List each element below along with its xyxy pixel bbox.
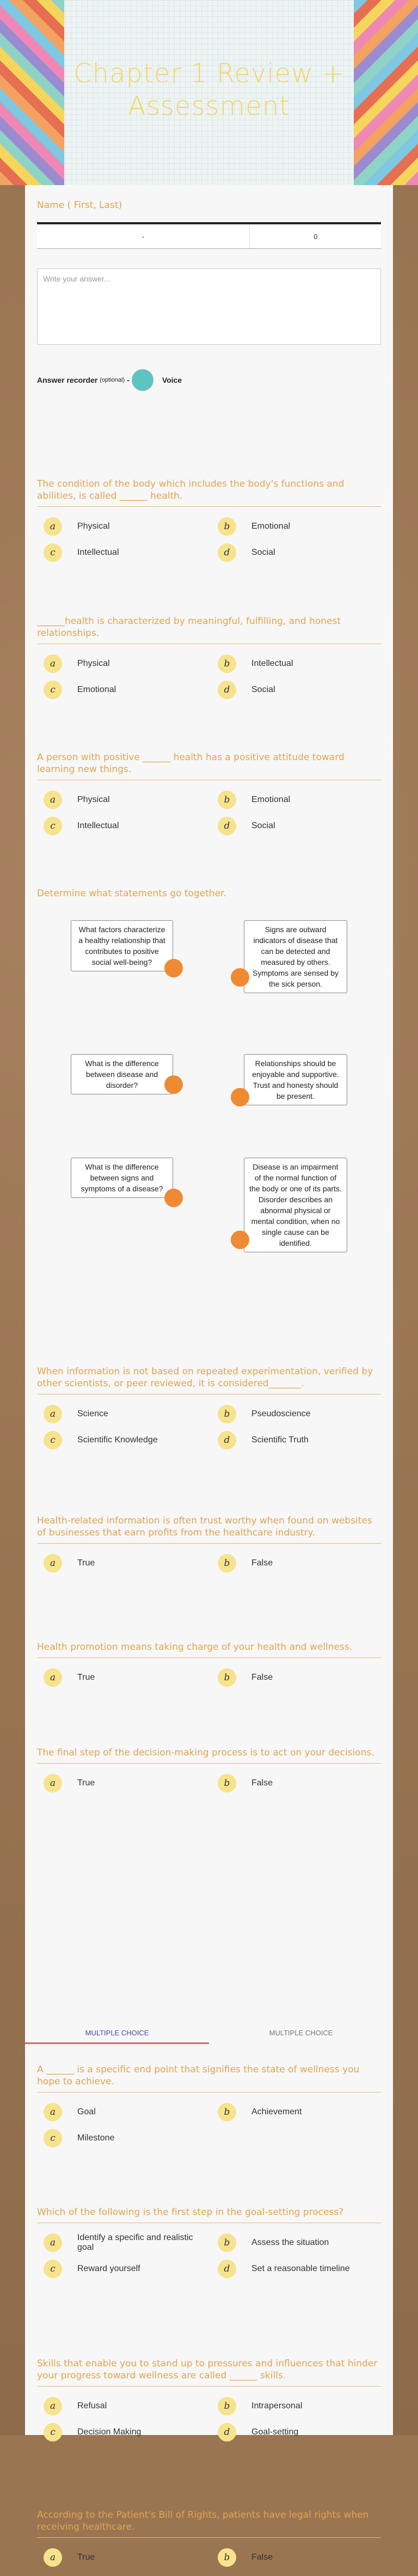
option-letter: d xyxy=(218,817,236,835)
question xyxy=(37,2064,381,2152)
option[interactable] xyxy=(211,678,374,702)
option[interactable] xyxy=(37,678,200,702)
page-title: Chapter 1 Review + Assessment xyxy=(73,58,345,121)
question-prompt: According to the Patient's Bill of Rights, patients have legal rights when receiving healthcare. xyxy=(37,2509,381,2538)
option-letter: a xyxy=(44,654,62,673)
option[interactable] xyxy=(37,2231,200,2255)
option-letter: b xyxy=(218,2548,236,2567)
chevron-decoration-right xyxy=(354,0,418,185)
option-letter: a xyxy=(44,2548,62,2567)
option-letter: c xyxy=(44,543,62,562)
option[interactable] xyxy=(211,814,374,838)
question-prompt: The final step of the decision-making process is to act on your decisions. xyxy=(37,1747,381,1764)
option-letter: b xyxy=(218,1554,236,1572)
option-letter: a xyxy=(44,1774,62,1792)
option-text: True xyxy=(77,1558,95,1568)
option-letter: c xyxy=(44,817,62,835)
option-letter: b xyxy=(218,2234,236,2252)
option-letter: c xyxy=(44,2260,62,2278)
question-prompt: Determine what statements go together. xyxy=(37,888,226,899)
option[interactable] xyxy=(211,1428,374,1452)
match-connector-dot[interactable] xyxy=(164,1189,183,1207)
option-text: Emotional xyxy=(77,685,116,694)
option-letter: b xyxy=(218,654,236,673)
option[interactable] xyxy=(37,2394,200,2418)
option-letter: b xyxy=(218,1668,236,1687)
question-prompt: When information is not based on repeated experimentation, verified by other scientists, or peer reviewed, it is considered_______. xyxy=(37,1366,381,1394)
option[interactable] xyxy=(37,541,200,565)
option-letter: b xyxy=(218,1405,236,1423)
match-connector-dot[interactable] xyxy=(164,959,183,977)
question xyxy=(37,1366,381,1454)
recorder-optional: (optional) xyxy=(100,377,125,383)
option-text: True xyxy=(77,1778,95,1788)
option[interactable] xyxy=(211,788,374,812)
voice-label: Voice xyxy=(162,376,182,384)
option-letter: b xyxy=(218,1774,236,1792)
option[interactable] xyxy=(211,652,374,676)
question xyxy=(37,751,381,840)
option-text: Assess the situation xyxy=(251,2238,329,2247)
option-text: Refusal xyxy=(77,2401,107,2410)
question xyxy=(37,1515,381,1582)
match-connector-dot[interactable] xyxy=(164,1075,183,1094)
option[interactable] xyxy=(211,2394,374,2418)
option-text: True xyxy=(77,1673,95,1682)
option-letter: a xyxy=(44,1405,62,1423)
recorder-dash: - xyxy=(127,376,130,384)
option-letter: a xyxy=(44,2103,62,2121)
option[interactable] xyxy=(211,2420,374,2444)
option-text: False xyxy=(251,2553,273,2562)
question-prompt: Health-related information is often trust worthy when found on websites of businesses that earn profits from the healthcare industry. xyxy=(37,1515,381,1544)
option-text: Goal-setting xyxy=(251,2427,299,2437)
question xyxy=(37,1641,381,1696)
option-letter: d xyxy=(218,681,236,699)
tab-multiple-choice-1[interactable]: MULTIPLE CHOICE xyxy=(25,2023,209,2044)
option-text: Emotional xyxy=(251,795,291,804)
option[interactable] xyxy=(211,1551,374,1575)
option-text: Scientific Truth xyxy=(251,1435,309,1445)
option[interactable] xyxy=(37,515,200,539)
option-letter: c xyxy=(44,1431,62,1449)
option-text: Pseudoscience xyxy=(251,1409,311,1418)
option[interactable] xyxy=(37,788,200,812)
option-letter: a xyxy=(44,2397,62,2415)
match-left-item[interactable]: What is the difference between signs and symptoms of a disease? xyxy=(71,1158,173,1198)
match-left-item[interactable]: What is the difference between disease and disorder? xyxy=(71,1054,173,1094)
option-letter: b xyxy=(218,2397,236,2415)
option-letter: c xyxy=(44,2129,62,2147)
tab-multiple-choice-2[interactable]: MULTIPLE CHOICE xyxy=(269,2028,333,2037)
option-text: Emotional xyxy=(251,522,291,531)
option-text: Reward yourself xyxy=(77,2264,140,2273)
option-text: Identify a specific and realistic goal xyxy=(77,2233,193,2252)
chevron-decoration-left xyxy=(0,0,64,185)
first-name-cell[interactable]: - xyxy=(142,232,145,241)
option-text: Physical xyxy=(77,659,110,668)
option[interactable] xyxy=(37,1428,200,1452)
question-prompt: ______health is characterized by meaningful, fulfilling, and honest relationships. xyxy=(37,615,381,644)
question xyxy=(37,1747,381,1802)
tab-bar xyxy=(25,2023,393,2043)
name-label: Name ( First, Last) xyxy=(37,200,122,211)
option-letter: a xyxy=(44,1554,62,1572)
option-text: Intellectual xyxy=(77,548,119,557)
option-text: False xyxy=(251,1558,273,1568)
header-banner xyxy=(0,0,418,185)
question xyxy=(37,2206,381,2283)
match-connector-dot[interactable] xyxy=(231,1231,249,1249)
match-right-item[interactable]: Relationships should be enjoyable and supportive. Trust and honesty should be present. xyxy=(244,1054,347,1105)
option-text: Intrapersonal xyxy=(251,2401,303,2410)
match-right-item[interactable]: Disease is an impairment of the normal function of the body or one of its parts. Disorder describes an abnormal physical or mental condition, when no single cause can be identified. xyxy=(244,1158,347,1252)
option-text: Scientific Knowledge xyxy=(77,1435,158,1445)
option-text: Milestone xyxy=(77,2133,115,2143)
option-text: Social xyxy=(251,685,275,694)
option-text: Intellectual xyxy=(251,659,293,668)
option-letter: c xyxy=(44,2423,62,2442)
question-prompt: Skills that enable you to stand up to pressures and influences that hinder your progress toward wellness are called ______ skills. xyxy=(37,2358,381,2387)
option-text: Decision Making xyxy=(77,2427,142,2437)
question-prompt: Health promotion means taking charge of your health and wellness. xyxy=(37,1641,381,1658)
question-prompt: A person with positive ______ health has a positive attitude toward learning new things. xyxy=(37,751,381,780)
option[interactable] xyxy=(37,1771,200,1795)
recorder-label: Answer recorder xyxy=(37,376,98,384)
microphone-icon[interactable] xyxy=(132,369,153,391)
option[interactable] xyxy=(37,1551,200,1575)
option-letter: d xyxy=(218,1431,236,1449)
option[interactable] xyxy=(211,2100,374,2124)
option[interactable] xyxy=(211,1666,374,1690)
option[interactable] xyxy=(211,2231,374,2255)
option-letter: a xyxy=(44,791,62,809)
option[interactable] xyxy=(211,541,374,565)
option[interactable] xyxy=(37,814,200,838)
option-text: False xyxy=(251,1778,273,1788)
option-letter: d xyxy=(218,2260,236,2278)
option-letter: b xyxy=(218,791,236,809)
option-text: Achievement xyxy=(251,2107,302,2116)
question xyxy=(37,2509,381,2576)
option-text: Social xyxy=(251,548,275,557)
question-prompt: A ______ is a specific end point that signifies the state of wellness you hope to achieve. xyxy=(37,2064,381,2092)
option-letter: a xyxy=(44,1668,62,1687)
last-name-cell[interactable]: 0 xyxy=(249,224,382,248)
option-text: Social xyxy=(251,821,275,830)
match-right-item[interactable]: Signs are outward indicators of disease that can be detected and measured by others. Symptoms are sensed by the sick person. xyxy=(244,920,347,993)
option-letter: c xyxy=(44,681,62,699)
option-letter: b xyxy=(218,517,236,536)
option-letter: a xyxy=(44,2234,62,2252)
question-prompt: The condition of the body which includes the body's functions and abilities, is called ______ health. xyxy=(37,478,381,507)
matching-question xyxy=(37,888,381,904)
match-left-item[interactable]: What factors characterize a healthy relationship that contributes to positive social well-being? xyxy=(71,920,173,971)
question-prompt: Which of the following is the first step in the goal-setting process? xyxy=(37,2206,381,2223)
option-text: False xyxy=(251,1673,273,1682)
worksheet-card xyxy=(25,185,393,2563)
option[interactable] xyxy=(211,1402,374,1426)
option-letter: b xyxy=(218,2103,236,2121)
option[interactable] xyxy=(37,2420,200,2444)
option-text: Physical xyxy=(77,795,110,804)
option-letter: a xyxy=(44,517,62,536)
option[interactable] xyxy=(211,515,374,539)
option[interactable] xyxy=(37,652,200,676)
option[interactable] xyxy=(211,2546,374,2569)
option-text: Science xyxy=(77,1409,108,1418)
option[interactable] xyxy=(37,2257,200,2281)
question xyxy=(37,478,381,567)
match-connector-dot[interactable] xyxy=(231,1088,249,1106)
option[interactable] xyxy=(37,2100,200,2124)
option-text: Goal xyxy=(77,2107,96,2116)
option[interactable] xyxy=(37,1666,200,1690)
match-connector-dot[interactable] xyxy=(231,968,249,987)
name-table[interactable] xyxy=(37,222,381,249)
option-text: Intellectual xyxy=(77,821,119,830)
answer-textarea[interactable]: Write your answer... xyxy=(37,268,381,345)
option-text: True xyxy=(77,2553,95,2562)
option[interactable] xyxy=(37,2126,200,2150)
question xyxy=(37,615,381,704)
option-text: Set a reasonable timeline xyxy=(251,2264,350,2273)
answer-recorder xyxy=(37,369,182,391)
option-text: Physical xyxy=(77,522,110,531)
option-letter: d xyxy=(218,2423,236,2442)
question xyxy=(37,2358,381,2446)
option-letter: d xyxy=(218,543,236,562)
option[interactable] xyxy=(37,1402,200,1426)
option[interactable] xyxy=(211,2257,374,2281)
option[interactable] xyxy=(37,2546,200,2569)
option[interactable] xyxy=(211,1771,374,1795)
